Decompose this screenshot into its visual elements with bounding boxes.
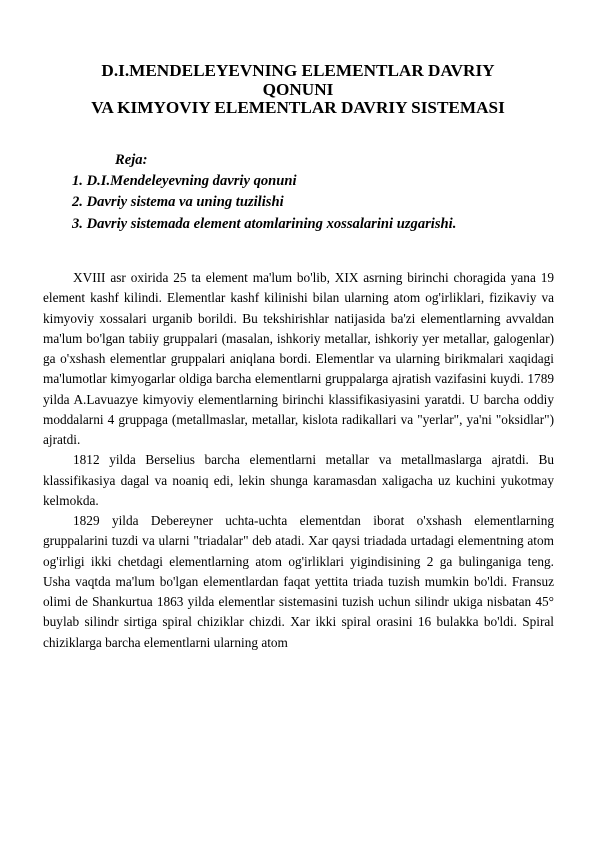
- plan-item: 3. Davriy sistemada element atomlarining xossalarini uzgarishi.: [72, 215, 457, 232]
- plan-section: [72, 150, 456, 235]
- paragraph: 1812 yilda Berselius barcha elementlarni metallar va metallmaslarga ajratdi. Bu klassifikasiya dagal va noaniq edi, lekin shunga karamasdan xaligacha uz kuchini yukotmay kelmokda.: [43, 452, 554, 508]
- title-line: QONUNI: [262, 79, 334, 99]
- paragraph: 1829 yilda Debereyner uchta-uchta elementdan iborat o'xshash elementlarning gruppalarini tuzdi va ularni "triadalar" deb atadi. Xar qaysi triadada urtadagi elementning atom og'irligi ikki chetdagi elementlarning atom og'irliklari yigindisining 2 ga bulinganiga teng. Usha vaqtda ma'lum bo'lgan elementlardan faqat yettita triada tuzish mumkin bo'ldi. Fransuz olimi de Shankurtua 1863 yilda elementlar sistemasini tuzish uchun silindr ukiga nisbatan 45° buylab silindr sirtiga spiral chiziklar chizdi. Xar ikki spiral orasini 16 bulakka bo'ldi. Spiral chiziklarga barcha elementlarni ularning atom: [43, 513, 554, 650]
- title-line: D.I.MENDELEYEVNING ELEMENTLAR DAVRIY: [101, 61, 495, 80]
- paragraph: XVIII asr oxirida 25 ta element ma'lum bo'lib, XIX asrning birinchi choragida yana 19 element kashf kilindi. Elementlar kashf kilinishi bilan ularning atom og'irliklari, fizikaviy va kimyoviy xossalari urganib borildi. Bu tekshirishlar natijasida ba'zi elementlarning avvaldan ma'lum bo'lgan tabiiy gruppalari (masalan, ishkoriy metallar, ishkoriy yer metallar, galogenlar) ga o'xshash elementlar gruppalari aniqlana bordi. Elementlar va ularning birikmalari xaqidagi ma'lumotlar kimyogarlar oldiga barcha elementlarni gruppalarga ajratish vazifasini kuydi. 1789 yilda A.Lavuazye kimyoviy elementlarning birinchi klassifikasiyasini yaratdi. U barcha oddiy moddalarni 4 gruppaga (metallmaslar, metallar, kislota radikallari va "yerlar", ya'ni "oksidlar") ajratdi.: [43, 270, 554, 447]
- plan-item: 2. Davriy sistema va uning tuzilishi: [72, 194, 284, 211]
- document-title: [40, 62, 556, 118]
- plan-heading: Reja:: [115, 152, 148, 168]
- body-text: [43, 268, 554, 653]
- plan-item: 1. D.I.Mendeleyevning davriy qonuni: [72, 173, 297, 190]
- title-line: VA KIMYOVIY ELEMENTLAR DAVRIY SISTEMASI: [91, 98, 505, 117]
